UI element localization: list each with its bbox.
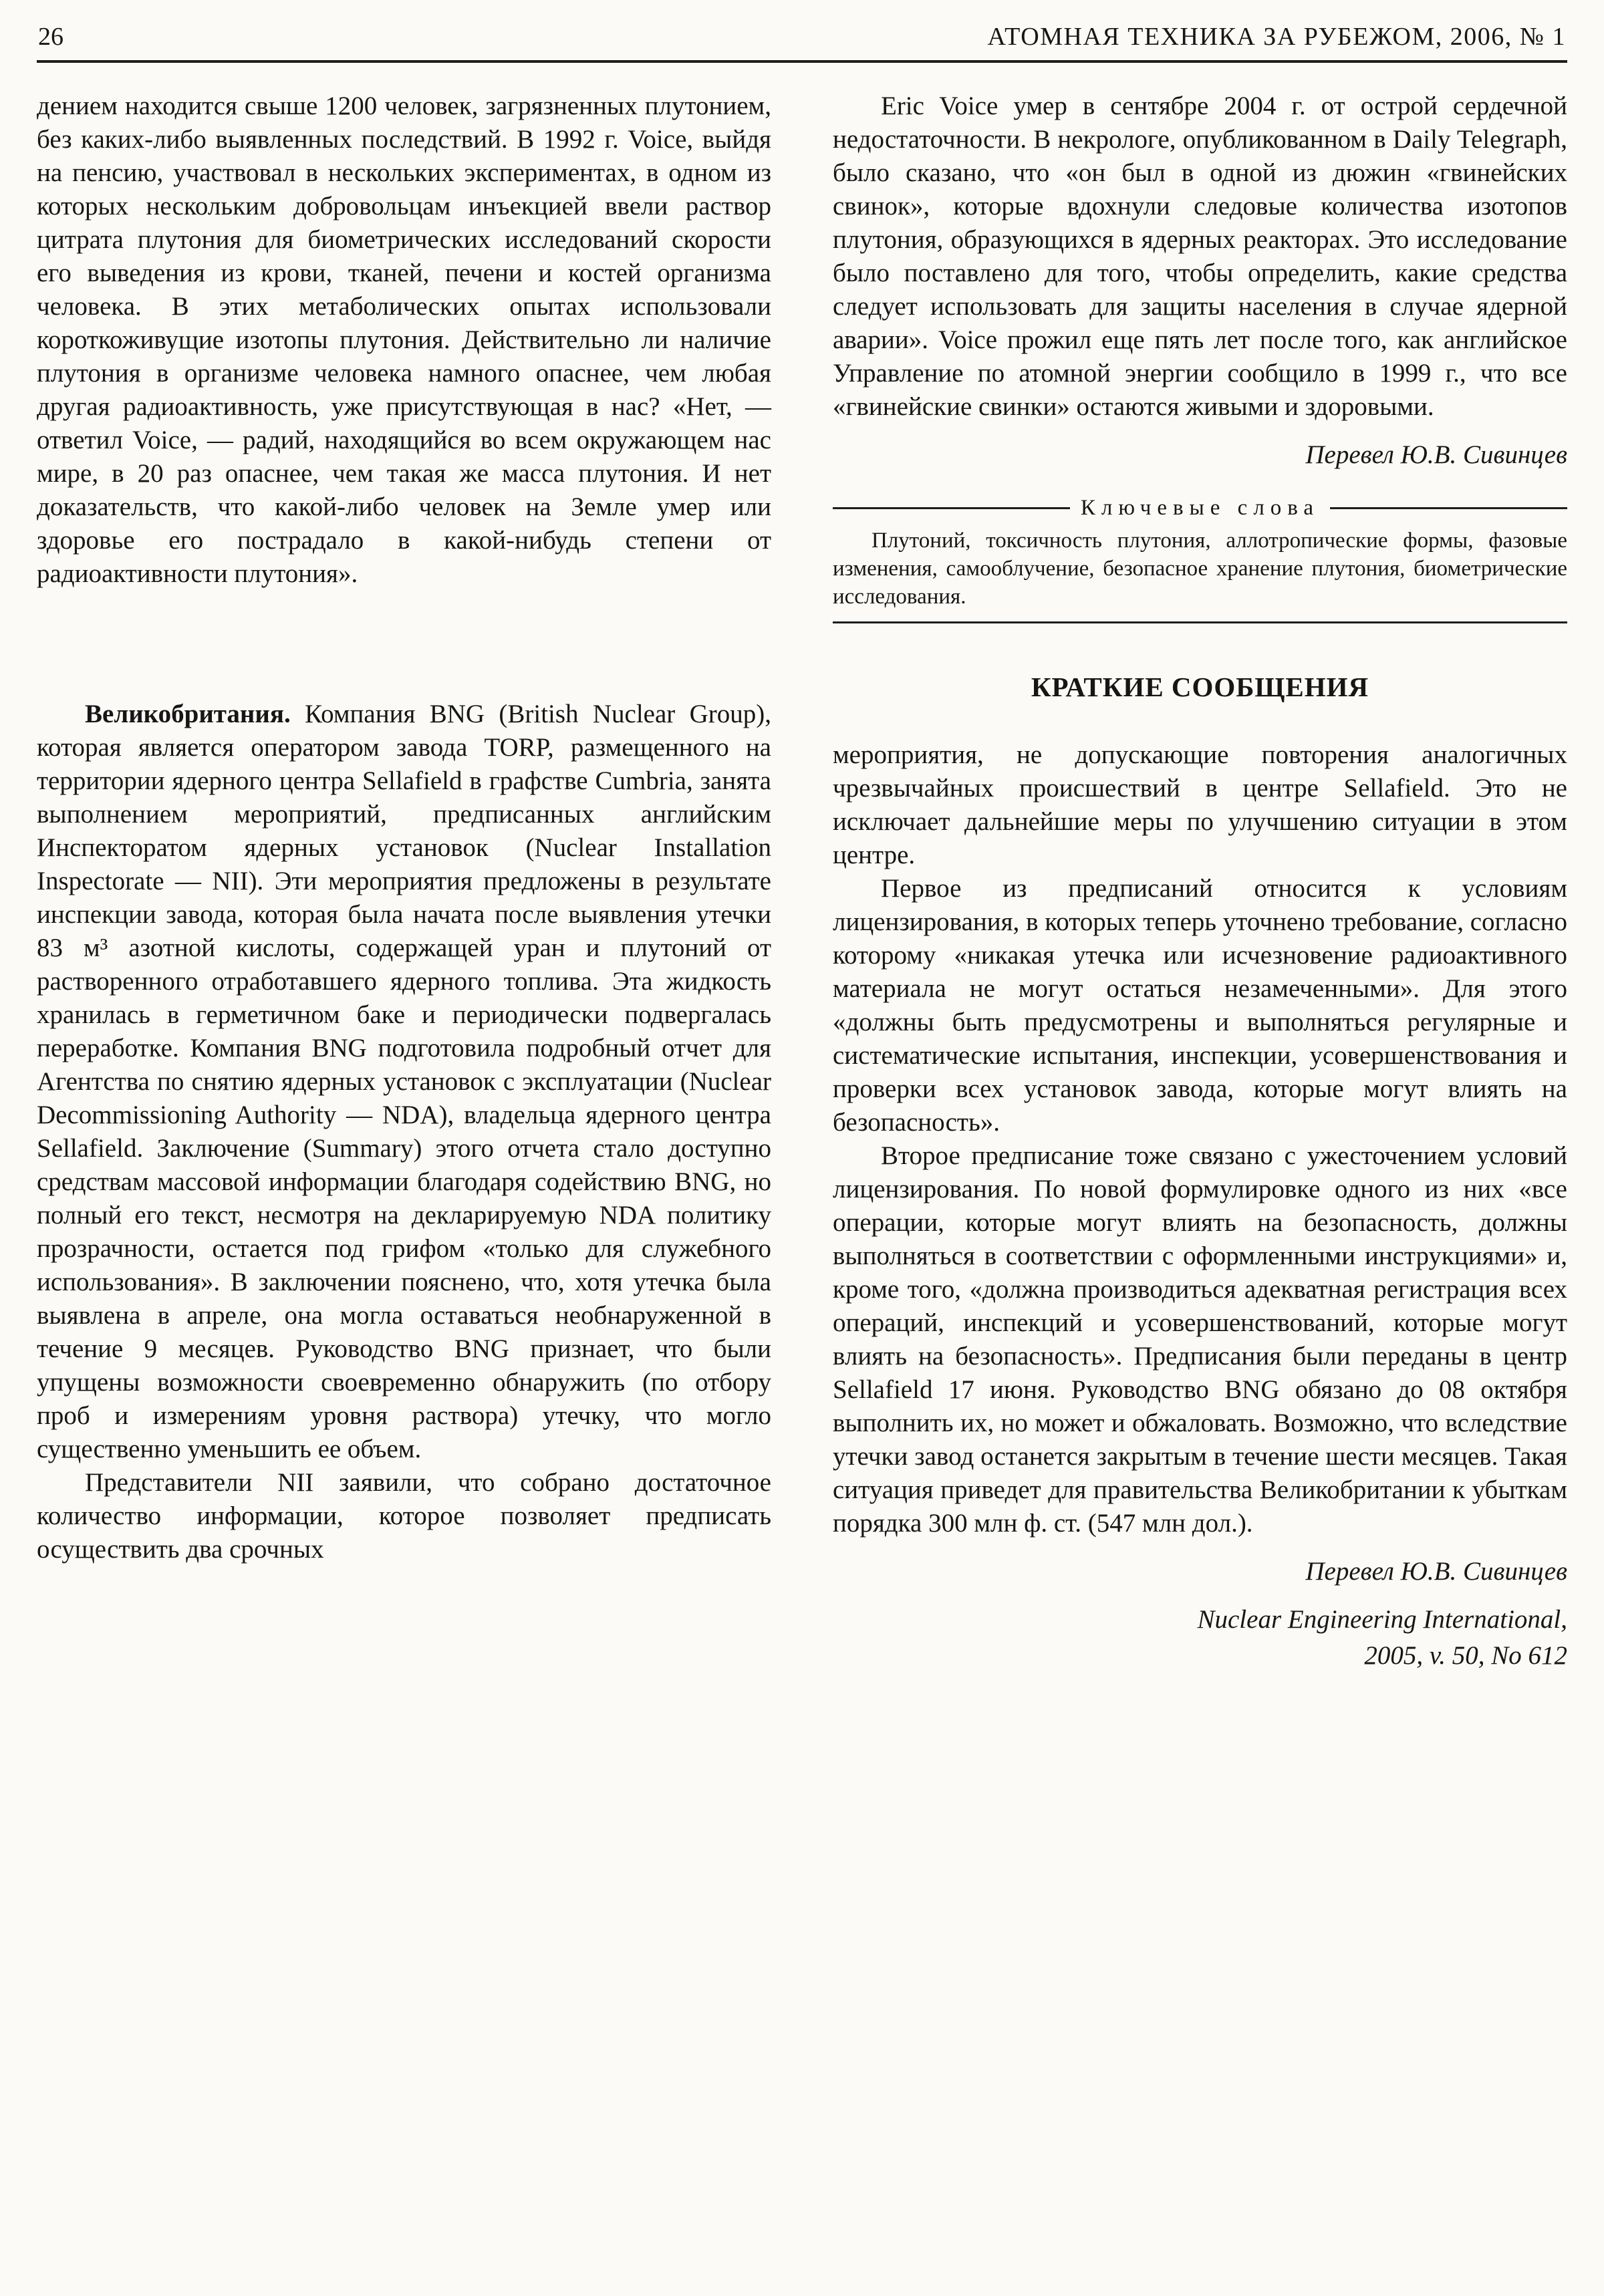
article1-final-paragraph: Eric Voice умер в сентябре 2004 г. от острой сердечной недостаточности. В некрологе, опубликованном в Daily Telegraph, было сказано, что «он был в одной из дюжин «гвинейских свинок», которые вдохнули следовые количества изотопов плутония, образующихся в ядерных реакторах. Это исследование было поставлено для того, чтобы определить, какие средства следует использовать для защиты населения в случае ядерной аварии». Voice прожил еще пять лет после того, как английское Управление по атомной энергии сообщило в 1999 г., что все «гвинейские свинки» остаются живыми и здоровыми. [833,92,1567,421]
brief-report-paragraph-1: мероприятия, не допускающие повторения аналогичных чрезвычайных происшествий в центре Sellafield. Это не исключает дальнейшие меры по улучшению ситуации в этом центре. [833,740,1567,869]
left-column [37,90,771,1674]
keywords-header [833,494,1567,521]
keywords-rule-right [1330,507,1567,509]
brief-report-paragraph-2: Первое из предписаний относится к условиям лицензирования, в которых теперь уточнено требование, согласно которому «никакая утечка или исчезновение радиоактивного материала не могут остаться незамеченными». Для этого «должны быть предусмотрены и выполняться регулярные и систематические испытания, инспекции, усовершенствования и проверки всех установок завода, которые могут влиять на безопасность». [833,874,1567,1137]
two-column-body [37,90,1567,1674]
section-heading: КРАТКИЕ СООБЩЕНИЯ [1031,672,1369,702]
brief-report-paragraph-3: Второе предписание тоже связано с ужесточением условий лицензирования. По новой формулировке одного из них «все операции, которые могут влиять на безопасность, должны выполняться в соответствии с оформленными инструкциями» и, кроме того, «должна производиться адекватная регистрация всех операций, инспекций и усовершенствований, которые могут влиять на безопасность». Предписания были переданы в центр Sellafield 17 июня. Руководство BNG обязано до 08 октября выполнить их, но может и обжаловать. Возможно, что вследствие утечки завод останется закрытым в течение шести месяцев. Такая ситуация приведет для правительства Великобритании к убыткам порядка 300 млн ф. ст. (547 млн дол.). [833,1141,1567,1538]
keywords-rule-left [833,507,1070,509]
article2-paragraph-2: Представители NII заявили, что собрано достаточное количество информации, которое позволяет предписать осуществить два срочных [37,1468,771,1564]
article2-lead-paragraph [37,698,771,1466]
country-lead-bold: Великобритания. [85,700,291,728]
right-column [833,90,1567,1674]
translator-credit-2: Перевел Ю.В. Сивинцев [1305,1557,1567,1586]
source-citation-line-2: 2005, v. 50, No 612 [1364,1641,1567,1670]
keywords-text: Плутоний, токсичность плутония, аллотропические формы, фазовые изменения, самооблучение, безопасное хранение плутония, биометрические исследования. [833,529,1567,609]
keywords-title: Ключевые слова [1080,496,1320,520]
journal-title: АТОМНАЯ ТЕХНИКА ЗА РУБЕЖОМ, 2006, № 1 [987,23,1566,51]
article1-continuation-paragraph: дением находится свыше 1200 человек, загрязненных плутонием, без каких-либо выявленных последствий. В 1992 г. Voice, выйдя на пенсию, участвовал в нескольких экспериментах, в одном из которых нескольким добровольцам инъекцией ввели раствор цитрата плутония для биометрических исследований скорости его выведения из крови, тканей, печени и костей организма человека. В этих метаболических опытах использовали короткоживущие изотопы плутония. Действительно ли наличие плутония в организме человека намного опаснее, чем любая другая радиоактивность, уже присутствующая в нас? «Нет, — ответил Voice, — радий, находящийся во всем окружающем нас мире, в 20 раз опаснее, чем такая же масса плутония. И нет доказательств, что какой-либо человек на Земле умер или здоровье его пострадало в какой-нибудь степени от радиоактивности плутония». [37,92,771,588]
translator-credit-1: Перевел Ю.В. Сивинцев [1305,440,1567,469]
keywords-block [833,494,1567,623]
keywords-bottom-rule [833,621,1567,623]
page-header [37,17,1567,60]
source-citation-line-1: Nuclear Engineering International, [1197,1605,1567,1634]
source-citation [833,1602,1567,1674]
header-rule [37,60,1567,63]
page-number: 26 [38,23,63,51]
article2-paragraph-text: Компания BNG (British Nuclear Group), которая является оператором завода TORP, размещенного на территории ядерного центра Sellafield в графстве Cumbria, занята выполнением мероприятий, предписанных английским Инспекторатом ядерных установок (Nuclear Installation Inspectorate — NII). Эти мероприятия предложены в результате инспекции завода, которая была начата после выявления утечки 83 м³ азотной кислоты, содержащей уран и плутоний от растворенного отработавшего ядерного топлива. Эта жидкость хранилась в герметичном баке и периодически подвергалась переработке. Компания BNG подготовила подробный отчет для Агентства по снятию ядерных установок с эксплуатации (Nuclear Decommissioning Authority — NDA), владельца ядерного центра Sellafield. Заключение (Summary) этого отчета стало доступно средствам массовой информации благодаря содействию BNG, но полный его текст, несмотря на декларируемую NDA политику прозрачности, остается под грифом «только для служебного использования». В заключении пояснено, что, хотя утечка была выявлена в апреле, она могла оставаться необнаруженной в течение 9 месяцев. Руководство BNG признает, что были упущены возможности своевременно обнаружить (по отбору проб и измерениям уровня раствора) утечку, что могло существенно уменьшить ее объем. [37,700,771,1463]
